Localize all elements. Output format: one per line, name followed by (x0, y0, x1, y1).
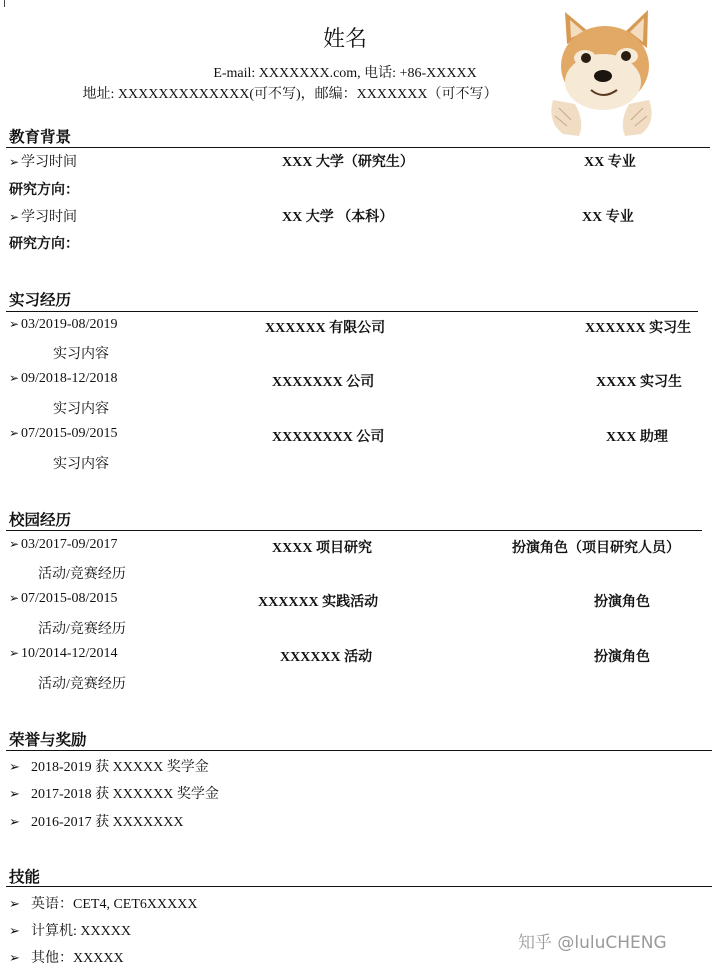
campus-project: XXXXXX 实践活动 (258, 595, 379, 610)
arrow-bullet-icon: ➢ (9, 923, 20, 938)
campus-role: 扮演角色 (594, 595, 650, 610)
section-title-education: 教育背景 (9, 129, 72, 146)
education-major: XX 专业 (582, 210, 634, 225)
education-school: XXX 大学（研究生） (282, 155, 414, 170)
arrow-bullet-icon: ➢ (9, 210, 20, 224)
contact-line-address: 地址: XXXXXXXXXXXXX(可不写)，邮编：XXXXXXX（可不写） (82, 87, 498, 102)
education-major: XX 专业 (584, 155, 636, 170)
arrow-bullet-icon: ➢ (9, 537, 20, 551)
arrow-bullet-icon: ➢ (9, 155, 20, 169)
campus-period: ➢ 03/2017-09/2017 (9, 537, 118, 552)
section-title-skills: 技能 (9, 869, 41, 886)
section-title-honors: 荣誉与奖励 (9, 732, 87, 749)
watermark: 知乎 @luluCHENG (518, 933, 667, 953)
internship-period: ➢ 03/2019-08/2019 (9, 317, 118, 332)
section-title-campus: 校园经历 (9, 512, 72, 529)
internship-role: XXXX 实习生 (596, 375, 682, 390)
internship-company: XXXXXX 有限公司 (265, 321, 386, 336)
arrow-bullet-icon: ➢ (9, 591, 20, 605)
internship-period: ➢ 07/2015-09/2015 (9, 426, 118, 441)
internship-period: ➢ 09/2018-12/2018 (9, 371, 118, 386)
skill-item: ➢ 英语：CET4, CET6XXXXX (9, 896, 198, 912)
honor-item: ➢ 2017-2018 获 XXXXXX 奖学金 (9, 786, 219, 802)
campus-project: XXXXXX 活动 (280, 650, 373, 665)
internship-content: 实习内容 (53, 347, 109, 362)
campus-period: ➢ 10/2014-12/2014 (9, 646, 118, 661)
section-title-internship: 实习经历 (9, 292, 72, 309)
resume-name: 姓名 (322, 26, 367, 51)
arrow-bullet-icon: ➢ (9, 759, 20, 774)
contact-line-email-phone: E-mail: XXXXXXX.com, 电话: +86-XXXXX (213, 66, 477, 81)
internship-company: XXXXXXXX 公司 (272, 430, 385, 445)
arrow-bullet-icon: ➢ (9, 814, 20, 829)
education-school: XX 大学 （本科） (282, 210, 394, 225)
campus-content: 活动/竞赛经历 (38, 677, 126, 692)
arrow-bullet-icon: ➢ (9, 371, 20, 385)
arrow-bullet-icon: ➢ (9, 426, 20, 440)
section-rule-skills (6, 886, 712, 887)
profile-photo (545, 4, 657, 140)
internship-content: 实习内容 (53, 457, 109, 472)
campus-project: XXXX 项目研究 (272, 541, 372, 556)
arrow-bullet-icon: ➢ (9, 896, 20, 911)
education-period: ➢ 学习时间 (9, 210, 77, 225)
honor-item: ➢ 2016-2017 获 XXXXXXX (9, 814, 184, 830)
internship-role: XXXXXX 实习生 (585, 321, 692, 336)
section-rule-internship (6, 311, 698, 312)
internship-role: XXX 助理 (606, 430, 668, 445)
skill-item: ➢ 其他：XXXXX (9, 950, 124, 966)
page-corner-marker (4, 0, 5, 7)
arrow-bullet-icon: ➢ (9, 950, 20, 965)
education-research-label: 研究方向： (9, 237, 79, 252)
section-rule-honors (6, 750, 712, 751)
arrow-bullet-icon: ➢ (9, 317, 20, 331)
education-research-label: 研究方向： (9, 183, 79, 198)
campus-content: 活动/竞赛经历 (38, 622, 126, 637)
section-rule-campus (6, 530, 702, 531)
arrow-bullet-icon: ➢ (9, 646, 20, 660)
arrow-bullet-icon: ➢ (9, 786, 20, 801)
honor-item: ➢ 2018-2019 获 XXXXX 奖学金 (9, 759, 209, 775)
section-rule-education (6, 147, 710, 148)
internship-company: XXXXXXX 公司 (272, 375, 375, 390)
campus-period: ➢ 07/2015-08/2015 (9, 591, 118, 606)
internship-content: 实习内容 (53, 402, 109, 417)
skill-item: ➢ 计算机: XXXXX (9, 923, 131, 939)
campus-role: 扮演角色 (594, 650, 650, 665)
campus-content: 活动/竞赛经历 (38, 567, 126, 582)
education-period: ➢ 学习时间 (9, 155, 77, 170)
campus-role: 扮演角色（项目研究人员） (512, 541, 680, 556)
